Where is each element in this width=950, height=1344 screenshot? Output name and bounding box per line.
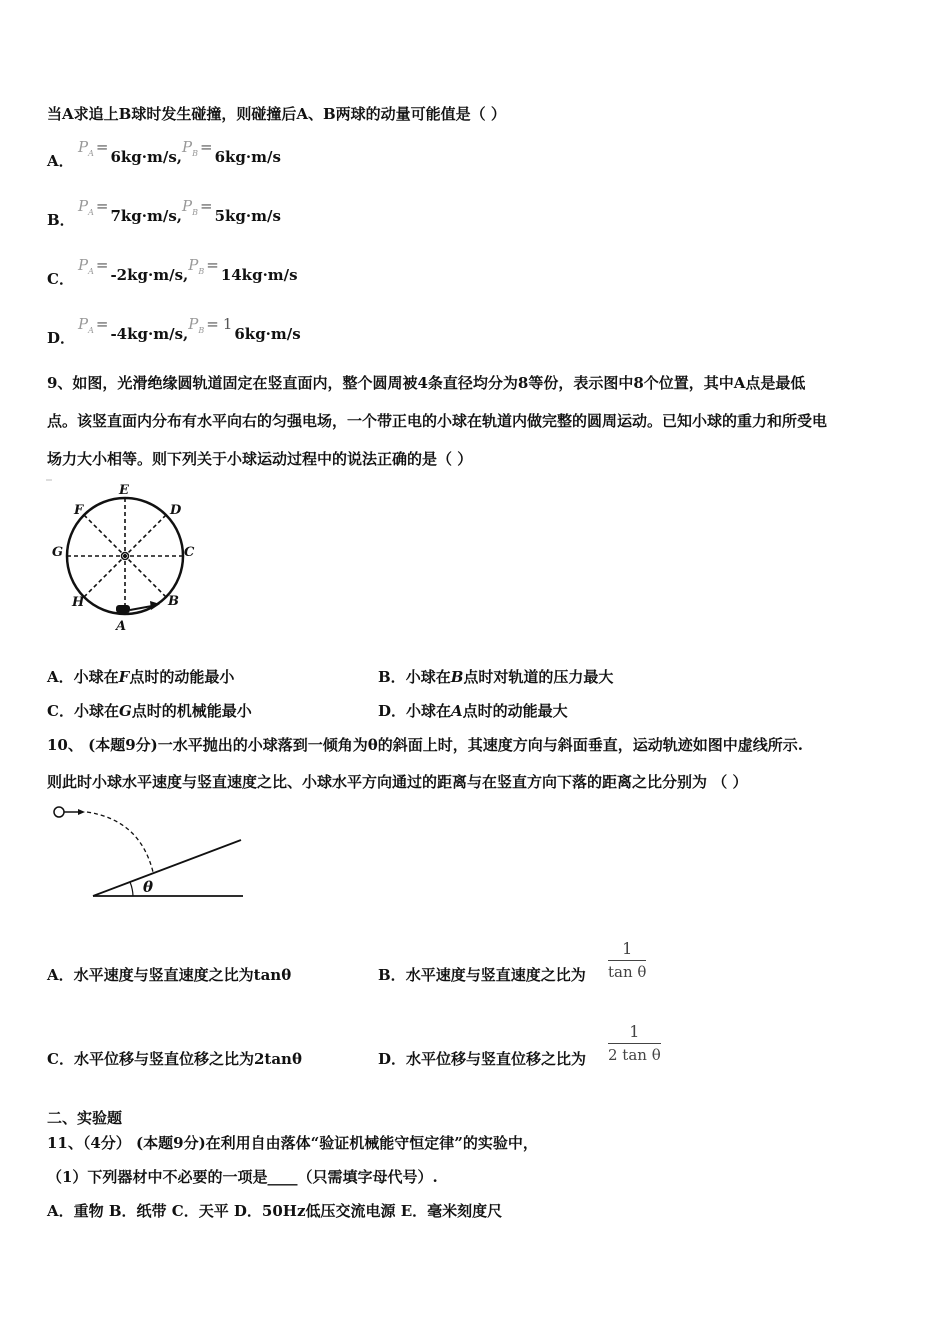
incline-figure [45,800,255,905]
label-f: F [74,503,84,518]
pa-symbol: $P_A$ [78,197,94,217]
q10-option-a: A．水平速度与竖直速度之比为tanθ [47,966,292,984]
ball [116,605,130,613]
q9-option-a: A．小球在F点时的动能最小 [47,668,235,686]
pb-value: 14kg·m/s [220,266,298,284]
pb-symbol: $P_B$ [188,256,205,276]
pa-symbol: $P_A$ [78,138,94,158]
q10-option-b: B．水平速度与竖直速度之比为 [378,966,586,984]
q8-option-a: $P_A =6kg\cdot m/s,P_B =6kg\cdot m/s$ [78,138,281,166]
pa-symbol: $P_A$ [78,256,94,276]
q10-option-b-fraction: $\frac{1}{\text{tan θ}}$ [608,939,647,981]
q8-option-c: $P_A =-2kg\cdot m/s,P_B =14kg\cdot m/s$ [78,256,298,284]
q9-line-1: 9、如图，光滑绝缘圆轨道固定在竖直面内，整个圆周被4条直径均分为8等份，表示图中8个位置，其中A点是最低 [47,374,806,392]
q8-option-a-label: A． [47,152,74,170]
theta-label: θ [143,878,154,896]
pa-value: -4kg·m/s, [110,325,189,343]
q8-option-b-label: B． [47,211,75,229]
pa-value: -2kg·m/s, [110,266,189,284]
q10-line-1: 10、 (本题9分)一水平抛出的小球落到一倾角为θ的斜面上时，其速度方向与斜面垂直，运动轨迹如图中虚线所示. [47,736,803,754]
label-c: C [184,545,195,560]
q11-line-3: A．重物 B．纸带 C．天平 D．50Hz低压交流电源 E．毫米刻度尺 [47,1202,503,1220]
q8-option-d-label: D． [47,329,76,347]
q8-option-d: $P_A =-4kg\cdot m/s,P_B = 16kg\cdot m/s$ [78,315,301,343]
q9-option-d: D．小球在A点时的动能最大 [378,702,568,720]
pa-value: 7kg·m/s, [110,207,183,225]
label-e: E [119,483,129,498]
pb-value: 5kg·m/s [214,207,281,225]
pb-value: 6kg·m/s [234,325,301,343]
label-d: D [170,503,182,518]
pb-value: 6kg·m/s [214,148,281,166]
q9-option-c: C．小球在G点时的机械能最小 [47,702,252,720]
pb-symbol: $P_B$ [182,197,198,217]
label-g: G [52,545,64,560]
q10-line-2: 则此时小球水平速度与竖直速度之比、小球水平方向通过的距离与在竖直方向下落的距离之比分别为 （ ） [47,773,748,791]
section-title: 二、实验题 [47,1109,123,1127]
q10-option-d-fraction: $\frac{1}{\text{2 tan θ}}$ [608,1022,661,1064]
trajectory [87,812,153,872]
label-b: B [168,594,179,609]
circular-track-figure [40,476,210,636]
pa-value: 6kg·m/s, [110,148,183,166]
pb-symbol: $P_B$ [182,138,198,158]
label-a: A [116,619,127,634]
q9-option-b: B．小球在B点时对轨道的压力最大 [378,668,614,686]
q11-line-1: 11、（4分） (本题9分)在利用自由落体“验证机械能守恒定律”的实验中， [47,1134,538,1152]
q8-option-c-label: C． [47,270,74,288]
incline-line [93,840,241,896]
q9-line-2: 点。该竖直面内分布有水平向右的匀强电场，一个带正电的小球在轨道内做完整的圆周运动。已知小球的重力和所受电 [47,412,828,430]
pb-symbol: $P_B$ [188,315,205,335]
q8-stem: 当A求追上B球时发生碰撞，则碰撞后A、B两球的动量可能值是（ ） [47,105,506,123]
ball [54,807,64,817]
pa-symbol: $P_A$ [78,315,94,335]
q10-option-d: D．水平位移与竖直位移之比为 [378,1050,587,1068]
q10-option-c: C．水平位移与竖直位移之比为2tanθ [47,1050,302,1068]
label-h: H [72,595,85,610]
q9-line-3: 场力大小相等。则下列关于小球运动过程中的说法正确的是（ ） [47,450,473,468]
q11-line-2: （1）下列器材中不必要的一项是____（只需填字母代号）. [47,1168,438,1186]
q8-option-b: $P_A =7kg\cdot m/s,P_B =5kg\cdot m/s$ [78,197,281,225]
